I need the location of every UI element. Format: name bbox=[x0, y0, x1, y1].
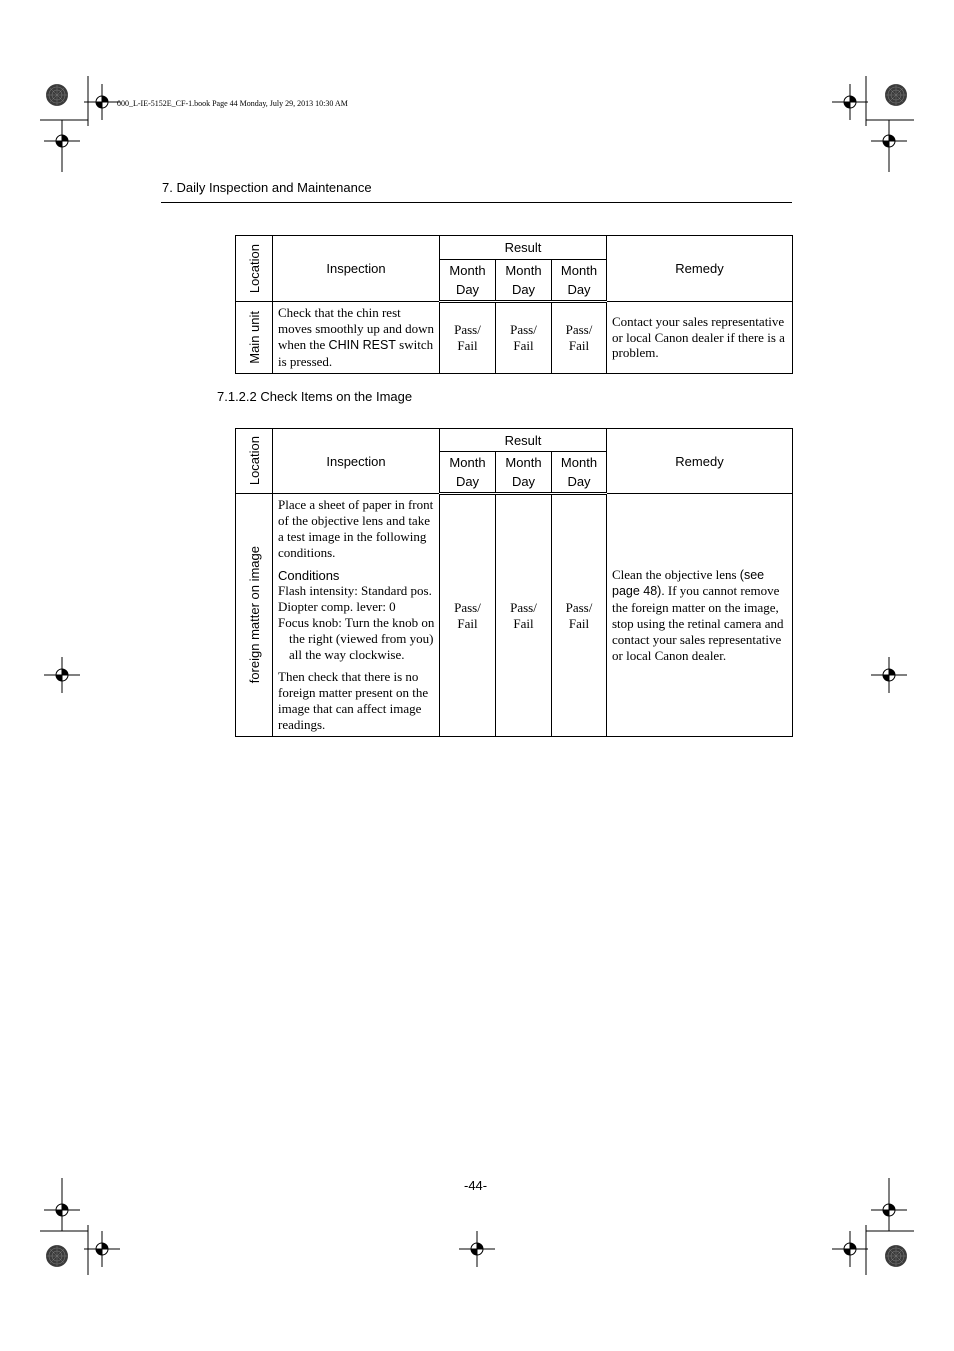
month-day-col-1: Month Day bbox=[440, 260, 496, 302]
result-cell-3: Pass/ Fail bbox=[552, 302, 607, 374]
location-foreign-matter: foreign matter on image bbox=[246, 546, 262, 684]
condition-focus: Focus knob: Turn the knob on the right (viewed from you) all the way clockwise. bbox=[278, 615, 435, 662]
remedy-header: Remedy bbox=[607, 429, 793, 494]
month-day-col-3: Month Day bbox=[552, 260, 607, 302]
location-header-cell bbox=[236, 429, 273, 494]
month-day-col-2: Month Day bbox=[496, 260, 552, 302]
location-header: Location bbox=[246, 436, 262, 486]
condition-diopter: Diopter comp. lever: 0 bbox=[278, 599, 396, 615]
then-check-text: Then check that there is no foreign matter present on the image that can affect image readings. bbox=[278, 669, 429, 732]
subsection-title: 7.1.2.2 Check Items on the Image bbox=[217, 389, 413, 404]
remedy-cell: Contact your sales representative or local Canon dealer if there is a problem. bbox=[607, 302, 793, 374]
location-cell bbox=[236, 302, 273, 374]
month-day-col-3: Month Day bbox=[552, 452, 607, 494]
inspection-table-main-unit bbox=[235, 235, 793, 374]
remedy-header: Remedy bbox=[607, 236, 793, 302]
month-day-col-1: Month Day bbox=[440, 452, 496, 494]
page-reference-link[interactable]: (see page 48) bbox=[612, 567, 765, 599]
location-header: Location bbox=[246, 243, 262, 294]
inspection-cell bbox=[273, 494, 440, 737]
page-number: -44- bbox=[464, 1178, 488, 1193]
location-header-cell bbox=[236, 236, 273, 302]
result-header: Result bbox=[440, 236, 607, 260]
chin-rest-switch-label: CHIN REST bbox=[328, 338, 396, 352]
result-cell-3: Pass/ Fail bbox=[552, 494, 607, 737]
condition-flash: Flash intensity: Standard pos. bbox=[278, 583, 432, 599]
month-day-col-2: Month Day bbox=[496, 452, 552, 494]
result-header: Result bbox=[440, 429, 607, 452]
inspection-cell: Check that the chin rest moves smoothly up and down when the CHIN REST switch is pressed. bbox=[273, 302, 440, 374]
inspection-intro: Place a sheet of paper in front of the objective lens and take a test image in the following conditions. bbox=[278, 497, 434, 560]
section-title: 7. Daily Inspection and Maintenance bbox=[162, 180, 372, 195]
result-cell-1: Pass/ Fail bbox=[440, 302, 496, 374]
remedy-cell: Clean the objective lens (see page 48). If you cannot remove the foreign matter on the image, stop using the retinal camera and contact your sales representative or local Canon dealer. bbox=[607, 494, 793, 737]
conditions-title: Conditions bbox=[278, 567, 340, 583]
result-cell-2: Pass/ Fail bbox=[496, 302, 552, 374]
result-cell-1: Pass/ Fail bbox=[440, 494, 496, 737]
section-rule bbox=[161, 202, 792, 203]
location-main-unit: Main unit bbox=[246, 311, 262, 364]
location-cell bbox=[236, 494, 273, 737]
inspection-header: Inspection bbox=[273, 236, 440, 302]
inspection-header: Inspection bbox=[273, 429, 440, 494]
inspection-table-image bbox=[235, 428, 793, 737]
book-header-line: 000_L-IE-5152E_CF-1.book Page 44 Monday, July 29, 2013 10:30 AM bbox=[117, 99, 348, 108]
result-cell-2: Pass/ Fail bbox=[496, 494, 552, 737]
